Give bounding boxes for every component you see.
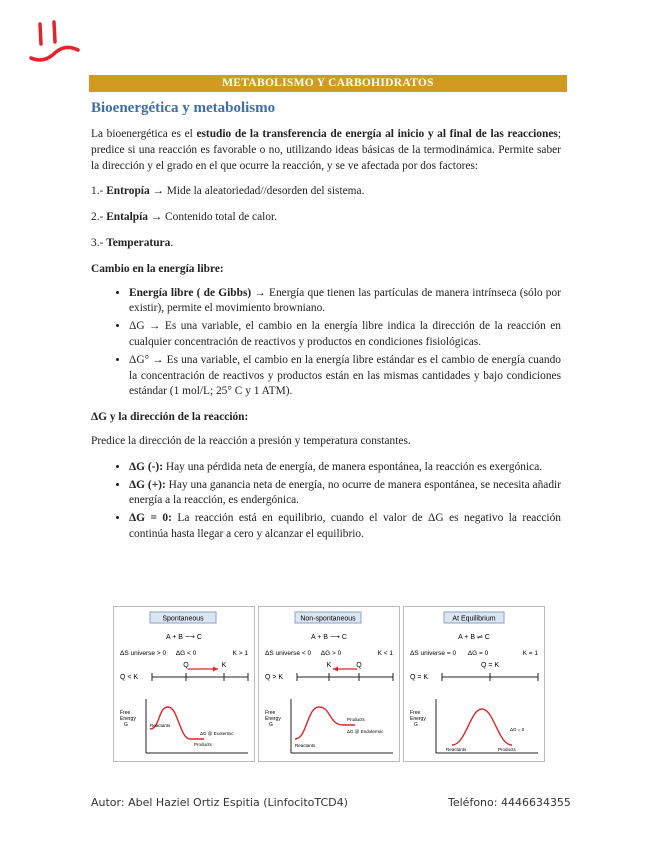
q-condition: Q < K (120, 674, 139, 681)
svg-text:G: G (414, 722, 418, 728)
document-body (91, 127, 561, 553)
cambio-title: Cambio en la energía libre: (91, 262, 224, 275)
svg-text:ΔG @ Exotermic: ΔG @ Exotermic (200, 731, 234, 736)
reaction-text: A + B ⟶ C (166, 634, 202, 641)
dg-condition: ΔG < 0 (175, 650, 197, 657)
svg-text:ΔG = 0: ΔG = 0 (467, 650, 489, 657)
panel-equilibrium (403, 606, 545, 762)
svg-text:ΔG @ Endotermic: ΔG @ Endotermic (347, 729, 384, 734)
entropy-condition: ΔS universe > 0 (120, 650, 167, 657)
list-item: • ΔG → Es una variable, el cambio en la energía libre indica la dirección de la reacción en cualquier concentración de reactivos y productos en condiciones fisiológicas. (129, 319, 561, 351)
svg-text:Q = K: Q = K (410, 674, 429, 681)
svg-text:ΔS universe < 0: ΔS universe < 0 (265, 650, 312, 657)
footer-author: Autor: Abel Haziel Ortiz Espitia (LinfocitoTCD4) (91, 796, 348, 809)
svg-text:Free: Free (120, 710, 131, 716)
list-item: • Energía libre ( de Gibbs) → Energía que tienen las partículas de manera intrínseca (sólo por existir), permite el movimiento browniano. (129, 286, 561, 318)
svg-text:Energy: Energy (120, 716, 136, 722)
svg-text:A + B ⟶ C: A + B ⟶ C (311, 634, 347, 641)
svg-text:Q = K: Q = K (480, 662, 500, 669)
panel-non-spontaneous (258, 606, 400, 762)
factor-enthalpy: 2.- Entalpía → Contenido total de calor. (91, 211, 278, 224)
list-item: • ΔG (+): Hay una ganancia neta de energía, no ocurre de manera espontánea, se necesita añadir energía a la reacción, es endergónica. (129, 478, 561, 510)
document-banner: METABOLISMO Y CARBOHIDRATOS (89, 75, 567, 92)
signature-logo (26, 18, 84, 74)
svg-text:Free: Free (265, 710, 276, 716)
list-item: • ΔG = 0: La reacción está en equilibrio, cuando el valor de ΔG es negativo la reacción continúa hasta llegar a cero y alcanzar el equilibrio. (129, 511, 561, 543)
dg-title: ΔG y la dirección de la reacción: (91, 411, 249, 424)
k-label: K (221, 662, 227, 669)
svg-text:Reactants: Reactants (150, 723, 171, 728)
svg-text:Free: Free (410, 710, 421, 716)
svg-text:Products: Products (498, 747, 516, 752)
panel-title: Non-spontaneous (300, 615, 356, 623)
q-label: Q (183, 662, 189, 669)
intro-paragraph: La bioenergética es el estudio de la transferencia de energía al inicio y al final de las reacciones; predice si una reacción es favorable o no, utilizando ideas básicas de la termodinámica. Permite saber la dirección y el grado en el que ocurre la reacción, y se ve afectada por dos factores: (91, 128, 561, 172)
panel-title: Spontaneous (162, 615, 204, 623)
panel-title: At Equilibrium (452, 615, 496, 623)
footer-phone: Teléfono: 4446634355 (448, 796, 571, 809)
panel-spontaneous (113, 606, 255, 762)
svg-text:A + B ⇌ C: A + B ⇌ C (458, 634, 490, 641)
svg-text:Q > K: Q > K (265, 674, 284, 681)
svg-text:ΔG > 0: ΔG > 0 (320, 650, 342, 657)
svg-text:K: K (326, 662, 332, 669)
factor-entropy: 1.- Entropía → Mide la aleatoriedad//desorden del sistema. (91, 185, 365, 198)
svg-text:Products: Products (194, 742, 212, 747)
list-item: • ΔG° → Es una variable, el cambio en la energía libre estándar es el cambio de energía cuando la concentración de reactivos y productos están en las mismas cantidades y bajo condiciones estándar (1 mol/L; 25° C y 1 ATM). (129, 353, 561, 400)
list-item: • ΔG (-): Hay una pérdida neta de energía, de manera espontánea, la reacción es exergónica. (129, 460, 561, 476)
svg-text:Products: Products (347, 717, 365, 722)
svg-text:Reactants: Reactants (295, 743, 316, 748)
svg-text:Energy: Energy (265, 716, 281, 722)
cambio-list (91, 286, 561, 401)
svg-text:K = 1: K = 1 (522, 650, 538, 657)
svg-text:Reactants: Reactants (446, 747, 467, 752)
svg-text:G: G (124, 722, 128, 728)
svg-text:ΔS universe = 0: ΔS universe = 0 (410, 650, 457, 657)
svg-text:K < 1: K < 1 (377, 650, 393, 657)
dg-intro: Predice la dirección de la reacción a presión y temperatura constantes. (91, 434, 411, 447)
k-condition: K > 1 (232, 650, 248, 657)
svg-text:G: G (269, 722, 273, 728)
svg-text:ΔG = 0: ΔG = 0 (510, 727, 525, 732)
svg-text:Energy: Energy (410, 716, 426, 722)
free-energy-figure (113, 606, 543, 760)
svg-text:Q: Q (356, 662, 362, 669)
factor-temperature: 3.- Temperatura. (91, 236, 174, 249)
dg-list (91, 460, 561, 543)
section-heading: Bioenergética y metabolismo (91, 100, 276, 116)
